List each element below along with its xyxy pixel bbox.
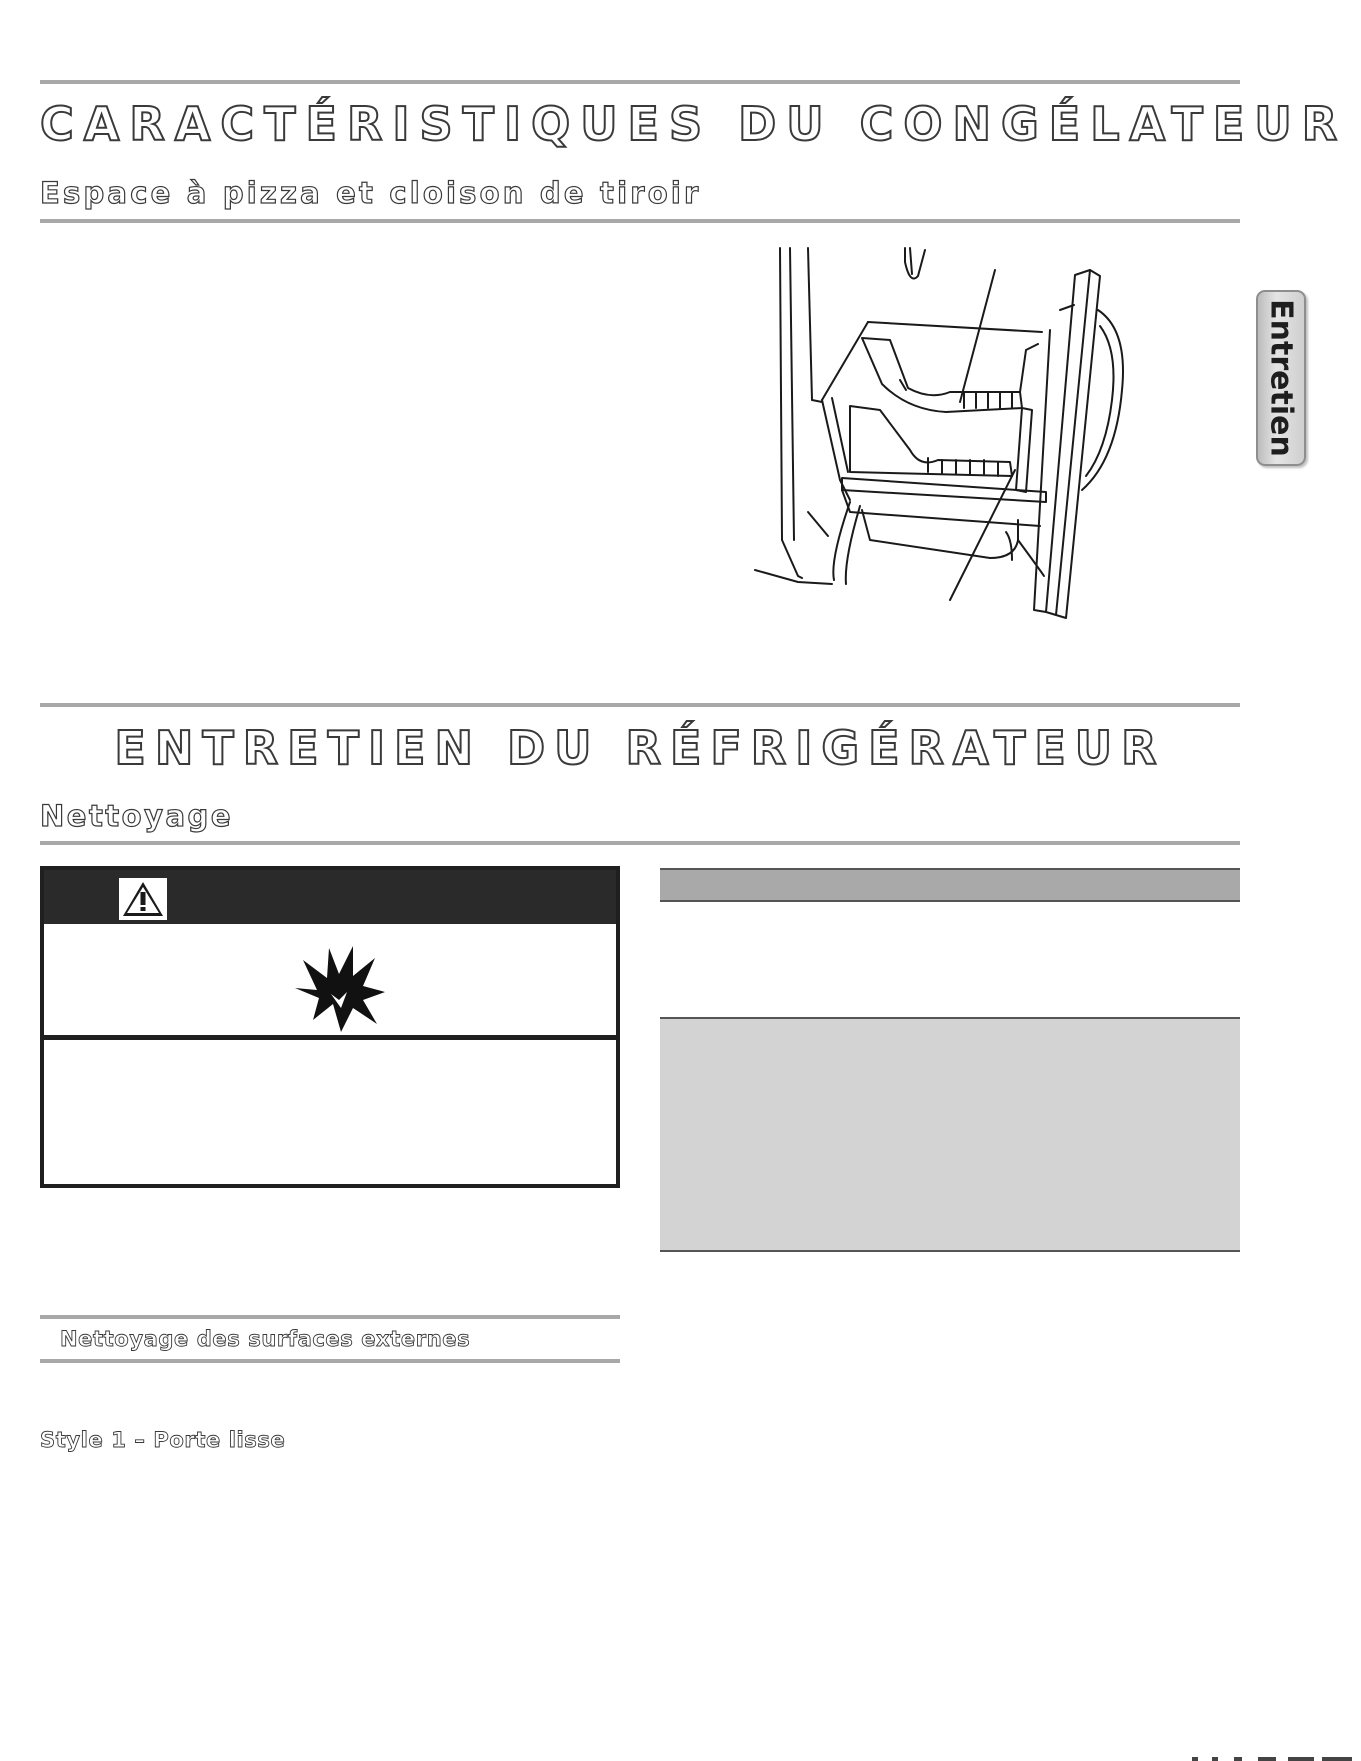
table-header xyxy=(660,868,1240,902)
style1-heading: Style 1 – Porte lisse xyxy=(40,1428,286,1452)
cleaning-subtitle: Nettoyage xyxy=(40,799,233,833)
warning-triangle-icon xyxy=(119,878,167,920)
refrigerator-care-title: ENTRETIEN DU RÉFRIGÉRATEUR xyxy=(114,721,1166,775)
exterior-heading-bottom-rule xyxy=(40,1359,620,1363)
bottom-crop-marks xyxy=(1190,1756,1361,1761)
exterior-heading-top-rule xyxy=(40,1315,620,1319)
subtitle-rule xyxy=(40,219,1240,223)
warning-header xyxy=(44,870,616,924)
section2-top-rule xyxy=(40,703,1240,707)
warning-box xyxy=(40,866,620,1188)
freezer-features-title: CARACTÉRISTIQUES DU CONGÉLATEUR xyxy=(40,97,1348,151)
freezer-drawer-illustration xyxy=(750,240,1190,630)
exterior-cleaning-heading: Nettoyage des surfaces externes xyxy=(60,1327,471,1351)
warning-symbol-area xyxy=(44,924,616,1040)
explosion-icon xyxy=(289,938,389,1036)
table-row-shaded xyxy=(660,1019,1240,1252)
warning-body xyxy=(44,1045,616,1185)
entretien-side-tab[interactable] xyxy=(1256,290,1306,466)
side-tab-label: Entretien xyxy=(1263,299,1299,457)
table-row xyxy=(660,902,1240,1019)
cleaning-rule xyxy=(40,841,1240,845)
pizza-space-subtitle: Espace à pizza et cloison de tiroir xyxy=(40,176,702,210)
top-rule xyxy=(40,80,1240,84)
